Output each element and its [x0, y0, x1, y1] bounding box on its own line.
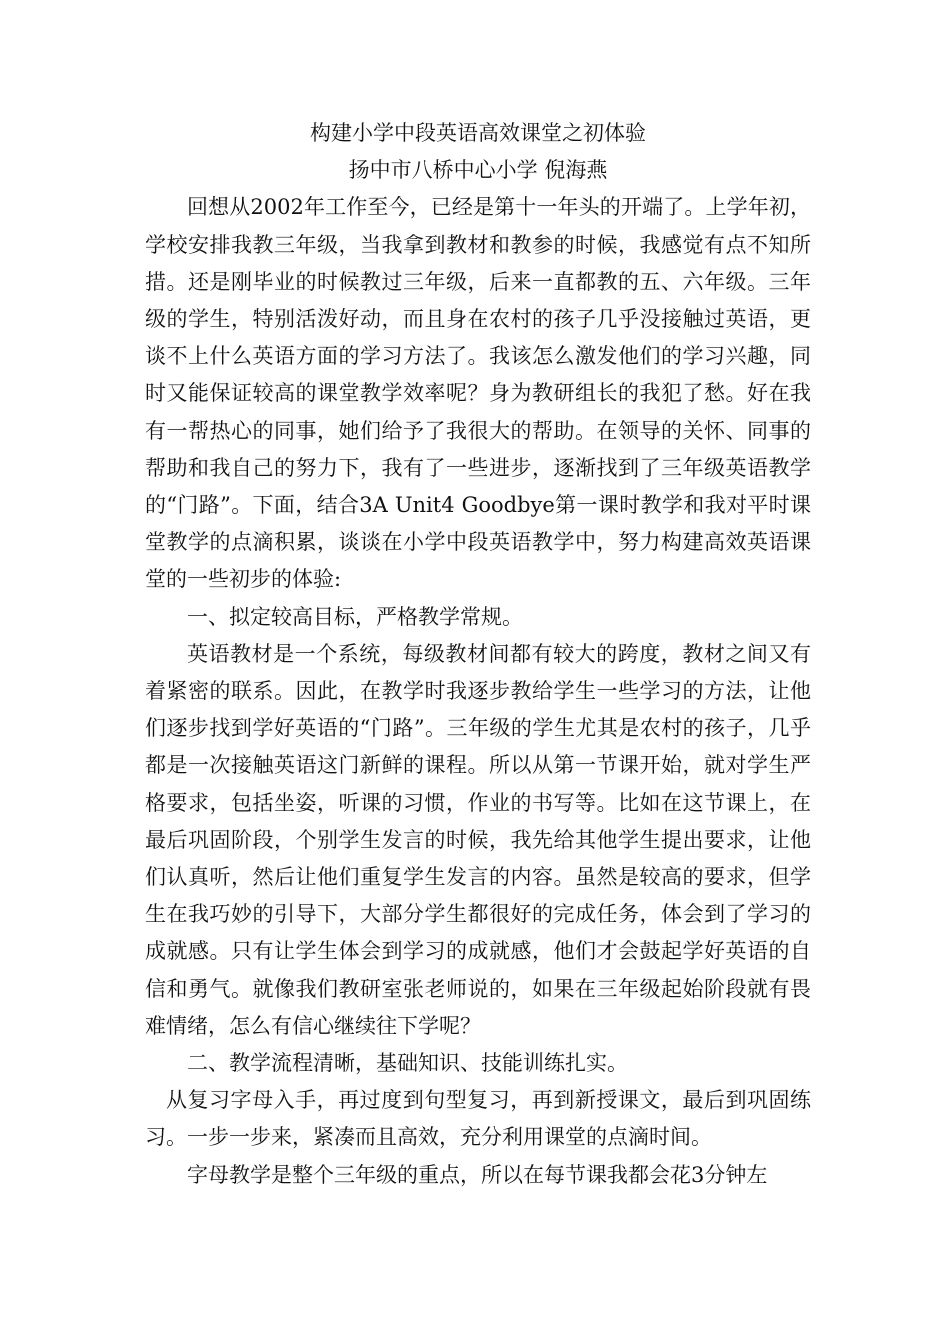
section-2-paragraph: 从复习字母入手，再过度到句型复习，再到新授课文，最后到巩固练习。一步一步来，紧凑而且高效，充分利用课堂的点滴时间。	[145, 1088, 811, 1150]
section-2-heading: 二、教学流程清晰，基础知识、技能训练扎实。	[187, 1051, 628, 1076]
document-page	[145, 115, 811, 1194]
intro-paragraph: 回想从2002年工作至今，已经是第十一年头的开端了。上学年初，学校安排我教三年级，当我拿到教材和教参的时候，我感觉有点不知所措。还是刚毕业的时候教过三年级，后来一直都教的五、六年级。三年级的学生，特别活泼好动，而且身在农村的孩子几乎没接触过英语，更谈不上什么英语方面的学习方法了。我该怎么激发他们的学习兴趣，同时又能保证较高的课堂教学效率呢？身为教研组长的我犯了愁。好在我有一帮热心的同事，她们给予了我很大的帮助。在领导的关怀、同事的帮助和我自己的努力下，我有了一些进步，逐渐找到了三年级英语教学的“门路”。下面，结合3A Unit4 Goodbye第一课时教学和我对平时课堂教学的点滴积累，谈谈在小学中段英语教学中，努力构建高效英语课堂的一些初步的体验:	[145, 195, 811, 592]
section-1-heading: 一、拟定较高目标，严格教学常规。	[187, 604, 523, 629]
document-title: 构建小学中段英语高效课堂之初体验	[310, 121, 646, 145]
section-1-paragraph: 英语教材是一个系统，每级教材间都有较大的跨度，教材之间又有着紧密的联系。因此，在教学时我逐步教给学生一些学习的方法，让他们逐步找到学好英语的“门路”。三年级的学生尤其是农村的孩子，几乎都是一次接触英语这门新鲜的课程。所以从第一节课开始，就对学生严格要求，包括坐姿，听课的习惯，作业的书写等。比如在这节课上，在最后巩固阶段，个别学生发言的时候，我先给其他学生提出要求，让他们认真听，然后让他们重复学生发言的内容。虽然是较高的要求，但学生在我巧妙的引导下，大部分学生都很好的完成任务，体会到了学习的成就感。只有让学生体会到学习的成就感，他们才会鼓起学好英语的自信和勇气。就像我们教研室张老师说的，如果在三年级起始阶段就有畏难情绪，怎么有信心继续往下学呢？	[145, 641, 811, 1038]
section-2-paragraph-2: 字母教学是整个三年级的重点，所以在每节课我都会花3分钟左	[187, 1162, 768, 1187]
document-author: 扬中市八桥中心小学 倪海燕	[348, 158, 608, 183]
